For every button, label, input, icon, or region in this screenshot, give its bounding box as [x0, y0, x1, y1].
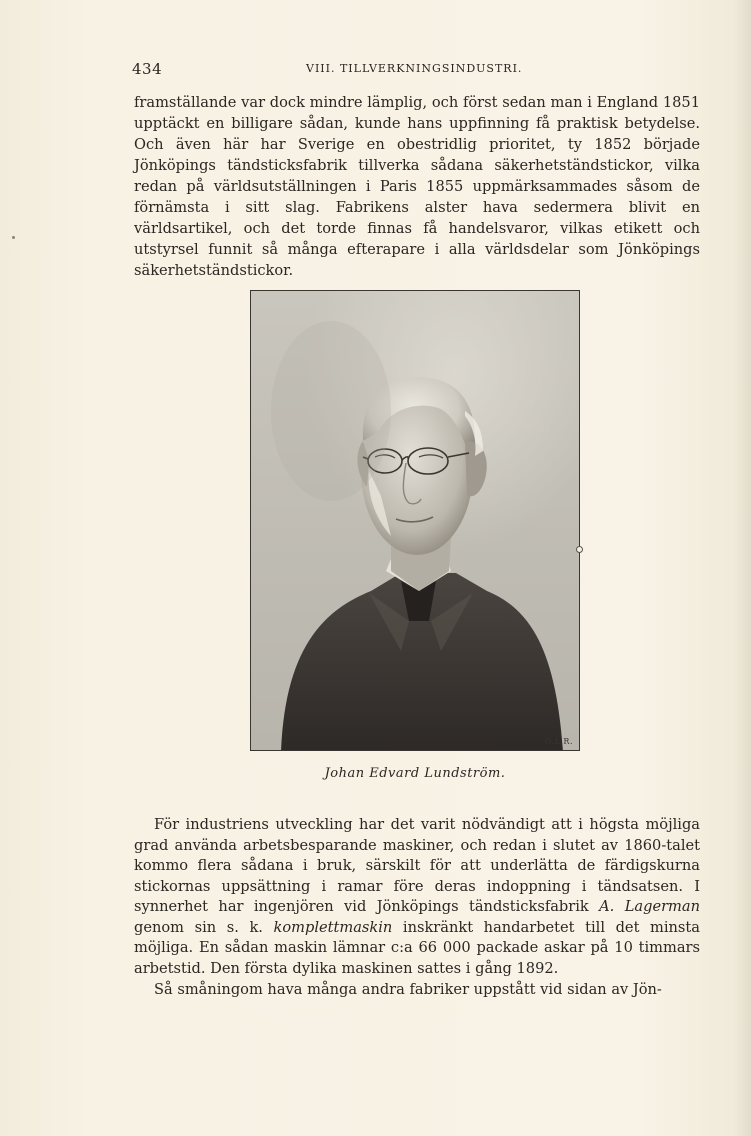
- running-head: VIII. TILLVERKNINGSINDUSTRI.: [306, 62, 523, 75]
- page-header: [132, 60, 698, 80]
- engineer-name: A. Lagerman: [599, 898, 700, 915]
- para2-text-c: inskränkt handarbetet till det minsta möjliga. En sådan maskin lämnar c:a 66 000 packade askar på 10 timmars arbetstid. Den första dylika maskinen sattes i gång 1892.: [134, 918, 700, 977]
- body-paragraph-2: [134, 815, 700, 979]
- body-paragraph-1: framställande var dock mindre lämplig, och först sedan man i England 1851 upptäckt en billigare sådan, kunde hans uppfinning få praktisk betydelse. Och även här har Sverige en obestridlig prioritet, ty 1852 började Jönköpings tändsticksfabrik tillverka sådana säkerhetständstickor, vilka redan på världsutställningen i Paris 1855 uppmärksammades såsom de förnämsta i sitt slag. Fabrikens alster hava sedermera blivit en världsartikel, och det torde finnas få handelsvaror, vilkas etikett och utstyrsel funnit så många efterapare i alla världsdelar som Jönköpings säkerhetständstickor.: [134, 94, 700, 279]
- frame-mark: [576, 546, 583, 553]
- figure-caption: Johan Edvard Lundström.: [324, 766, 506, 781]
- page-number: 434: [132, 60, 163, 78]
- para2-text-a: För industriens utveckling har det varit nödvändigt att i högsta möjliga grad använda arbetsbesparande maskiner, och redan i slutet av 1860-talet kommo flera sådana i bruk, särskilt för att underlätta de färdigskurna stickornas uppsättning i ramar före deras indoppning i tändsatsen. I synnerhet har ingenjören vid Jönköpings tändsticksfabrik: [134, 816, 700, 915]
- photo-monogram: G.L.R.: [544, 737, 573, 746]
- portrait-illustration: [251, 291, 580, 751]
- machine-term: komplettmaskin: [273, 918, 393, 936]
- body-paragraph-3: Så småningom hava många andra fabriker uppstått vid sidan av Jön-: [154, 981, 662, 998]
- para2-text-b: genom sin s. k.: [134, 918, 274, 936]
- paper-speck: [12, 236, 15, 239]
- page-edge-shadow: [733, 0, 751, 1136]
- portrait-photo: [250, 290, 580, 751]
